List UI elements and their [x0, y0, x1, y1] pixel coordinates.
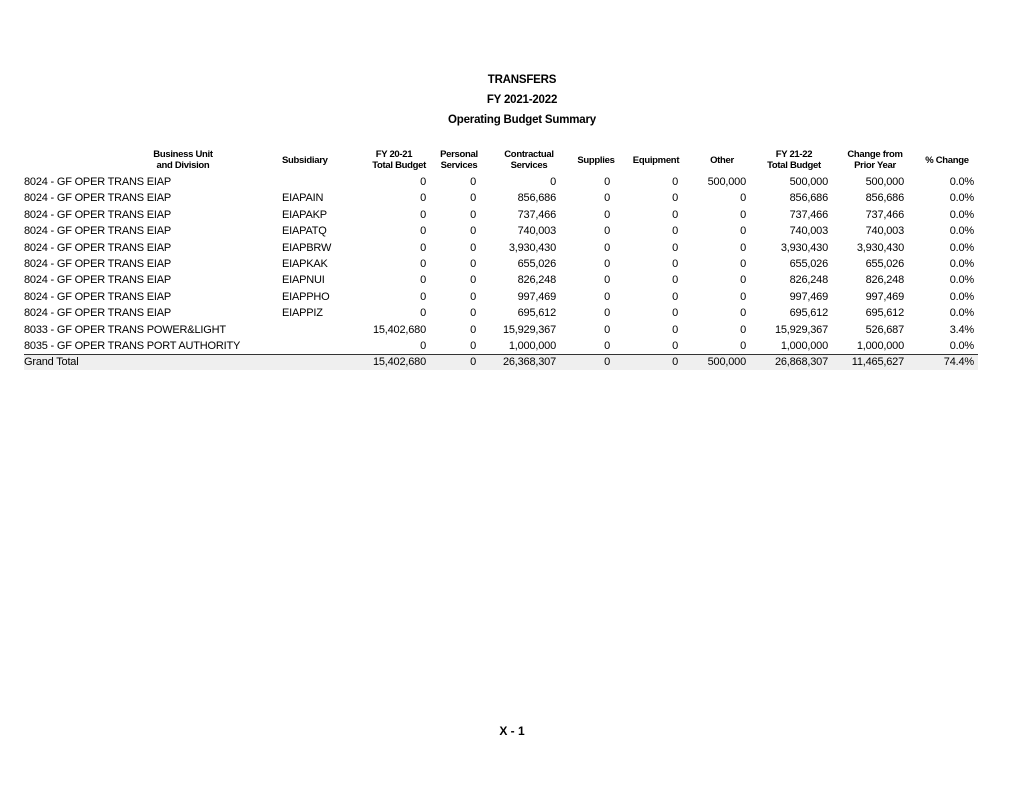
equipment-cell: 0	[672, 208, 678, 221]
page-number: X - 1	[499, 724, 525, 738]
subsidiary-cell: EIAPATQ	[282, 225, 327, 238]
supplies-cell: 0	[604, 274, 610, 287]
equipment-cell: 0	[672, 274, 678, 287]
change-cell: 526,687	[865, 323, 904, 336]
pct-change-cell: 0.0%	[949, 307, 974, 320]
contractual-services-cell: 856,686	[517, 192, 556, 205]
grand-total-subsidiary-cell	[282, 355, 362, 371]
col-supplies	[570, 146, 622, 174]
pct-change-cell: 0.0%	[949, 208, 974, 221]
other-cell: 0	[740, 274, 746, 287]
table-row	[24, 289, 978, 305]
change-cell: 500,000	[865, 176, 904, 188]
pct-change-cell: 3.4%	[949, 323, 974, 336]
fy2021-cell: 0	[420, 340, 426, 353]
change-cell: 826,248	[865, 274, 904, 287]
equipment-cell: 0	[672, 323, 678, 336]
supplies-cell: 0	[604, 176, 610, 188]
contractual-services-cell: 997,469	[517, 290, 556, 303]
col-contractual-line1: Contractual	[504, 149, 554, 160]
grand-total-label: Grand Total	[24, 355, 282, 371]
fy2021-cell: 0	[420, 258, 426, 271]
col-business-unit-line2: and Division	[156, 160, 210, 171]
other-cell: 0	[740, 192, 746, 205]
report-subtitle: Operating Budget Summary	[448, 114, 596, 126]
fy2122-cell: 695,612	[789, 307, 828, 320]
personal-services-cell: 0	[470, 274, 476, 287]
fy2122-cell: 856,686	[789, 192, 828, 205]
contractual-services-cell: 655,026	[517, 258, 556, 271]
business-unit-cell: 8033 - GF OPER TRANS POWER&LIGHT	[24, 323, 226, 336]
equipment-cell: 0	[672, 340, 678, 353]
fiscal-year: FY 2021-2022	[486, 94, 558, 106]
pct-change-cell: 0.0%	[949, 340, 974, 353]
other-cell: 0	[740, 290, 746, 303]
col-subsidiary-label: Subsidiary	[282, 154, 328, 166]
fy2122-cell: 500,000	[789, 176, 828, 188]
subsidiary-cell: EIAPAIN	[282, 192, 324, 205]
col-supplies-label: Supplies	[577, 154, 615, 166]
change-cell: 856,686	[865, 192, 904, 205]
col-business-unit-line1: Business Unit	[153, 149, 213, 160]
supplies-cell: 0	[604, 192, 610, 205]
supplies-cell: 0	[604, 290, 610, 303]
total-personal-services-cell: 0	[430, 355, 488, 371]
change-cell: 997,469	[865, 290, 904, 303]
col-other	[690, 146, 754, 174]
fy2122-cell: 15,929,367	[774, 323, 828, 336]
contractual-services-cell: 1,000,000	[508, 340, 556, 353]
other-cell: 0	[740, 241, 746, 254]
business-unit-cell: 8024 - GF OPER TRANS EIAP	[24, 176, 172, 188]
col-pct-change-label: % Change	[925, 154, 969, 166]
business-unit-cell: 8024 - GF OPER TRANS EIAP	[24, 241, 172, 254]
personal-services-cell: 0	[470, 241, 476, 254]
table-row	[24, 174, 978, 190]
total-equipment-cell: 0	[622, 355, 690, 371]
fy2122-cell: 3,930,430	[780, 241, 828, 254]
personal-services-cell: 0	[470, 258, 476, 271]
contractual-services-cell: 826,248	[517, 274, 556, 287]
total-supplies-cell: 0	[570, 355, 622, 371]
subsidiary-cell: EIAPKAK	[282, 258, 328, 271]
table-header-row	[24, 146, 978, 174]
contractual-services-cell: 15,929,367	[502, 323, 556, 336]
business-unit-cell: 8024 - GF OPER TRANS EIAP	[24, 307, 172, 320]
table-body	[24, 174, 978, 370]
col-business-unit	[24, 146, 282, 174]
fy2021-cell: 15,402,680	[372, 323, 426, 336]
pct-change-cell: 0.0%	[949, 258, 974, 271]
personal-services-cell: 0	[470, 192, 476, 205]
equipment-cell: 0	[672, 192, 678, 205]
equipment-cell: 0	[672, 290, 678, 303]
col-fy2021-line1: FY 20-21	[375, 149, 413, 160]
subsidiary-cell: EIAPPHO	[282, 290, 330, 303]
col-fy2122-line1: FY 21-22	[775, 149, 813, 160]
col-change-line1: Change from	[847, 149, 903, 160]
col-personal	[430, 146, 488, 174]
supplies-cell: 0	[604, 258, 610, 271]
supplies-cell: 0	[604, 323, 610, 336]
other-cell: 0	[740, 258, 746, 271]
equipment-cell: 0	[672, 241, 678, 254]
equipment-cell: 0	[672, 307, 678, 320]
fy2122-cell: 740,003	[789, 225, 828, 238]
subsidiary-cell: EIAPBRW	[282, 241, 332, 254]
total-pct-change-cell: 74.4%	[916, 355, 978, 371]
pct-change-cell: 0.0%	[949, 225, 974, 238]
change-cell: 1,000,000	[856, 340, 904, 353]
subsidiary-cell: EIAPPIZ	[282, 307, 323, 320]
col-contractual	[488, 146, 570, 174]
subsidiary-cell	[282, 322, 362, 338]
table-row	[24, 256, 978, 272]
subsidiary-cell	[282, 338, 362, 355]
report-title: TRANSFERS	[487, 74, 557, 86]
supplies-cell: 0	[604, 225, 610, 238]
other-cell: 0	[740, 208, 746, 221]
business-unit-cell: 8035 - GF OPER TRANS PORT AUTHORITY	[24, 340, 241, 353]
col-contractual-line2: Services	[510, 160, 548, 171]
fy2122-cell: 737,466	[789, 208, 828, 221]
change-cell: 655,026	[865, 258, 904, 271]
change-cell: 695,612	[865, 307, 904, 320]
other-cell: 500,000	[707, 176, 746, 188]
personal-services-cell: 0	[470, 307, 476, 320]
total-other-cell: 500,000	[690, 355, 754, 371]
change-cell: 737,466	[865, 208, 904, 221]
grand-total-row	[24, 355, 978, 371]
table-row	[24, 338, 978, 355]
fy2122-cell: 997,469	[789, 290, 828, 303]
fy2122-cell: 655,026	[789, 258, 828, 271]
table-row	[24, 322, 978, 338]
subsidiary-cell: EIAPNUI	[282, 274, 325, 287]
col-personal-line2: Services	[440, 160, 478, 171]
col-fy2122	[754, 146, 834, 174]
equipment-cell: 0	[672, 258, 678, 271]
table-row	[24, 305, 978, 321]
business-unit-cell: 8024 - GF OPER TRANS EIAP	[24, 274, 172, 287]
personal-services-cell: 0	[470, 340, 476, 353]
contractual-services-cell: 0	[550, 176, 556, 188]
table-row	[24, 240, 978, 256]
supplies-cell: 0	[604, 208, 610, 221]
business-unit-cell: 8024 - GF OPER TRANS EIAP	[24, 290, 172, 303]
table-row	[24, 207, 978, 223]
contractual-services-cell: 695,612	[517, 307, 556, 320]
col-change-line2: Prior Year	[854, 160, 896, 171]
table-row	[24, 272, 978, 288]
pct-change-cell: 0.0%	[949, 176, 974, 188]
col-fy2122-line2: Total Budget	[767, 160, 821, 171]
report-title-block	[0, 70, 1024, 130]
pct-change-cell: 0.0%	[949, 192, 974, 205]
personal-services-cell: 0	[470, 176, 476, 188]
col-personal-line1: Personal	[440, 149, 478, 160]
business-unit-cell: 8024 - GF OPER TRANS EIAP	[24, 225, 172, 238]
total-fy2021-cell: 15,402,680	[362, 355, 430, 371]
col-other-label: Other	[710, 154, 734, 166]
other-cell: 0	[740, 225, 746, 238]
col-change	[834, 146, 916, 174]
personal-services-cell: 0	[470, 323, 476, 336]
fy2021-cell: 0	[420, 274, 426, 287]
personal-services-cell: 0	[470, 225, 476, 238]
col-pct-change	[916, 146, 978, 174]
change-cell: 740,003	[865, 225, 904, 238]
pct-change-cell: 0.0%	[949, 241, 974, 254]
other-cell: 0	[740, 323, 746, 336]
pct-change-cell: 0.0%	[949, 290, 974, 303]
equipment-cell: 0	[672, 176, 678, 188]
col-fy2021	[362, 146, 430, 174]
col-equipment-label: Equipment	[632, 154, 680, 166]
fy2021-cell: 0	[420, 176, 426, 188]
pct-change-cell: 0.0%	[949, 274, 974, 287]
fy2021-cell: 0	[420, 241, 426, 254]
business-unit-cell: 8024 - GF OPER TRANS EIAP	[24, 208, 172, 221]
subsidiary-cell	[282, 174, 362, 190]
total-fy2122-cell: 26,868,307	[754, 355, 834, 371]
table-row	[24, 190, 978, 206]
budget-summary-table	[24, 146, 978, 370]
fy2021-cell: 0	[420, 208, 426, 221]
supplies-cell: 0	[604, 307, 610, 320]
fy2122-cell: 1,000,000	[780, 340, 828, 353]
col-equipment	[622, 146, 690, 174]
table-row	[24, 223, 978, 239]
contractual-services-cell: 737,466	[517, 208, 556, 221]
total-contractual-services-cell: 26,368,307	[488, 355, 570, 371]
subsidiary-cell: EIAPAKP	[282, 208, 327, 221]
fy2021-cell: 0	[420, 290, 426, 303]
fy2021-cell: 0	[420, 192, 426, 205]
fy2021-cell: 0	[420, 225, 426, 238]
business-unit-cell: 8024 - GF OPER TRANS EIAP	[24, 258, 172, 271]
other-cell: 0	[740, 307, 746, 320]
equipment-cell: 0	[672, 225, 678, 238]
contractual-services-cell: 740,003	[517, 225, 556, 238]
contractual-services-cell: 3,930,430	[508, 241, 556, 254]
total-change-cell: 11,465,627	[834, 355, 916, 371]
fy2122-cell: 826,248	[789, 274, 828, 287]
col-subsidiary	[282, 146, 362, 174]
supplies-cell: 0	[604, 340, 610, 353]
fy2021-cell: 0	[420, 307, 426, 320]
other-cell: 0	[740, 340, 746, 353]
supplies-cell: 0	[604, 241, 610, 254]
business-unit-cell: 8024 - GF OPER TRANS EIAP	[24, 192, 172, 205]
personal-services-cell: 0	[470, 290, 476, 303]
col-fy2021-line2: Total Budget	[372, 160, 426, 171]
personal-services-cell: 0	[470, 208, 476, 221]
change-cell: 3,930,430	[856, 241, 904, 254]
